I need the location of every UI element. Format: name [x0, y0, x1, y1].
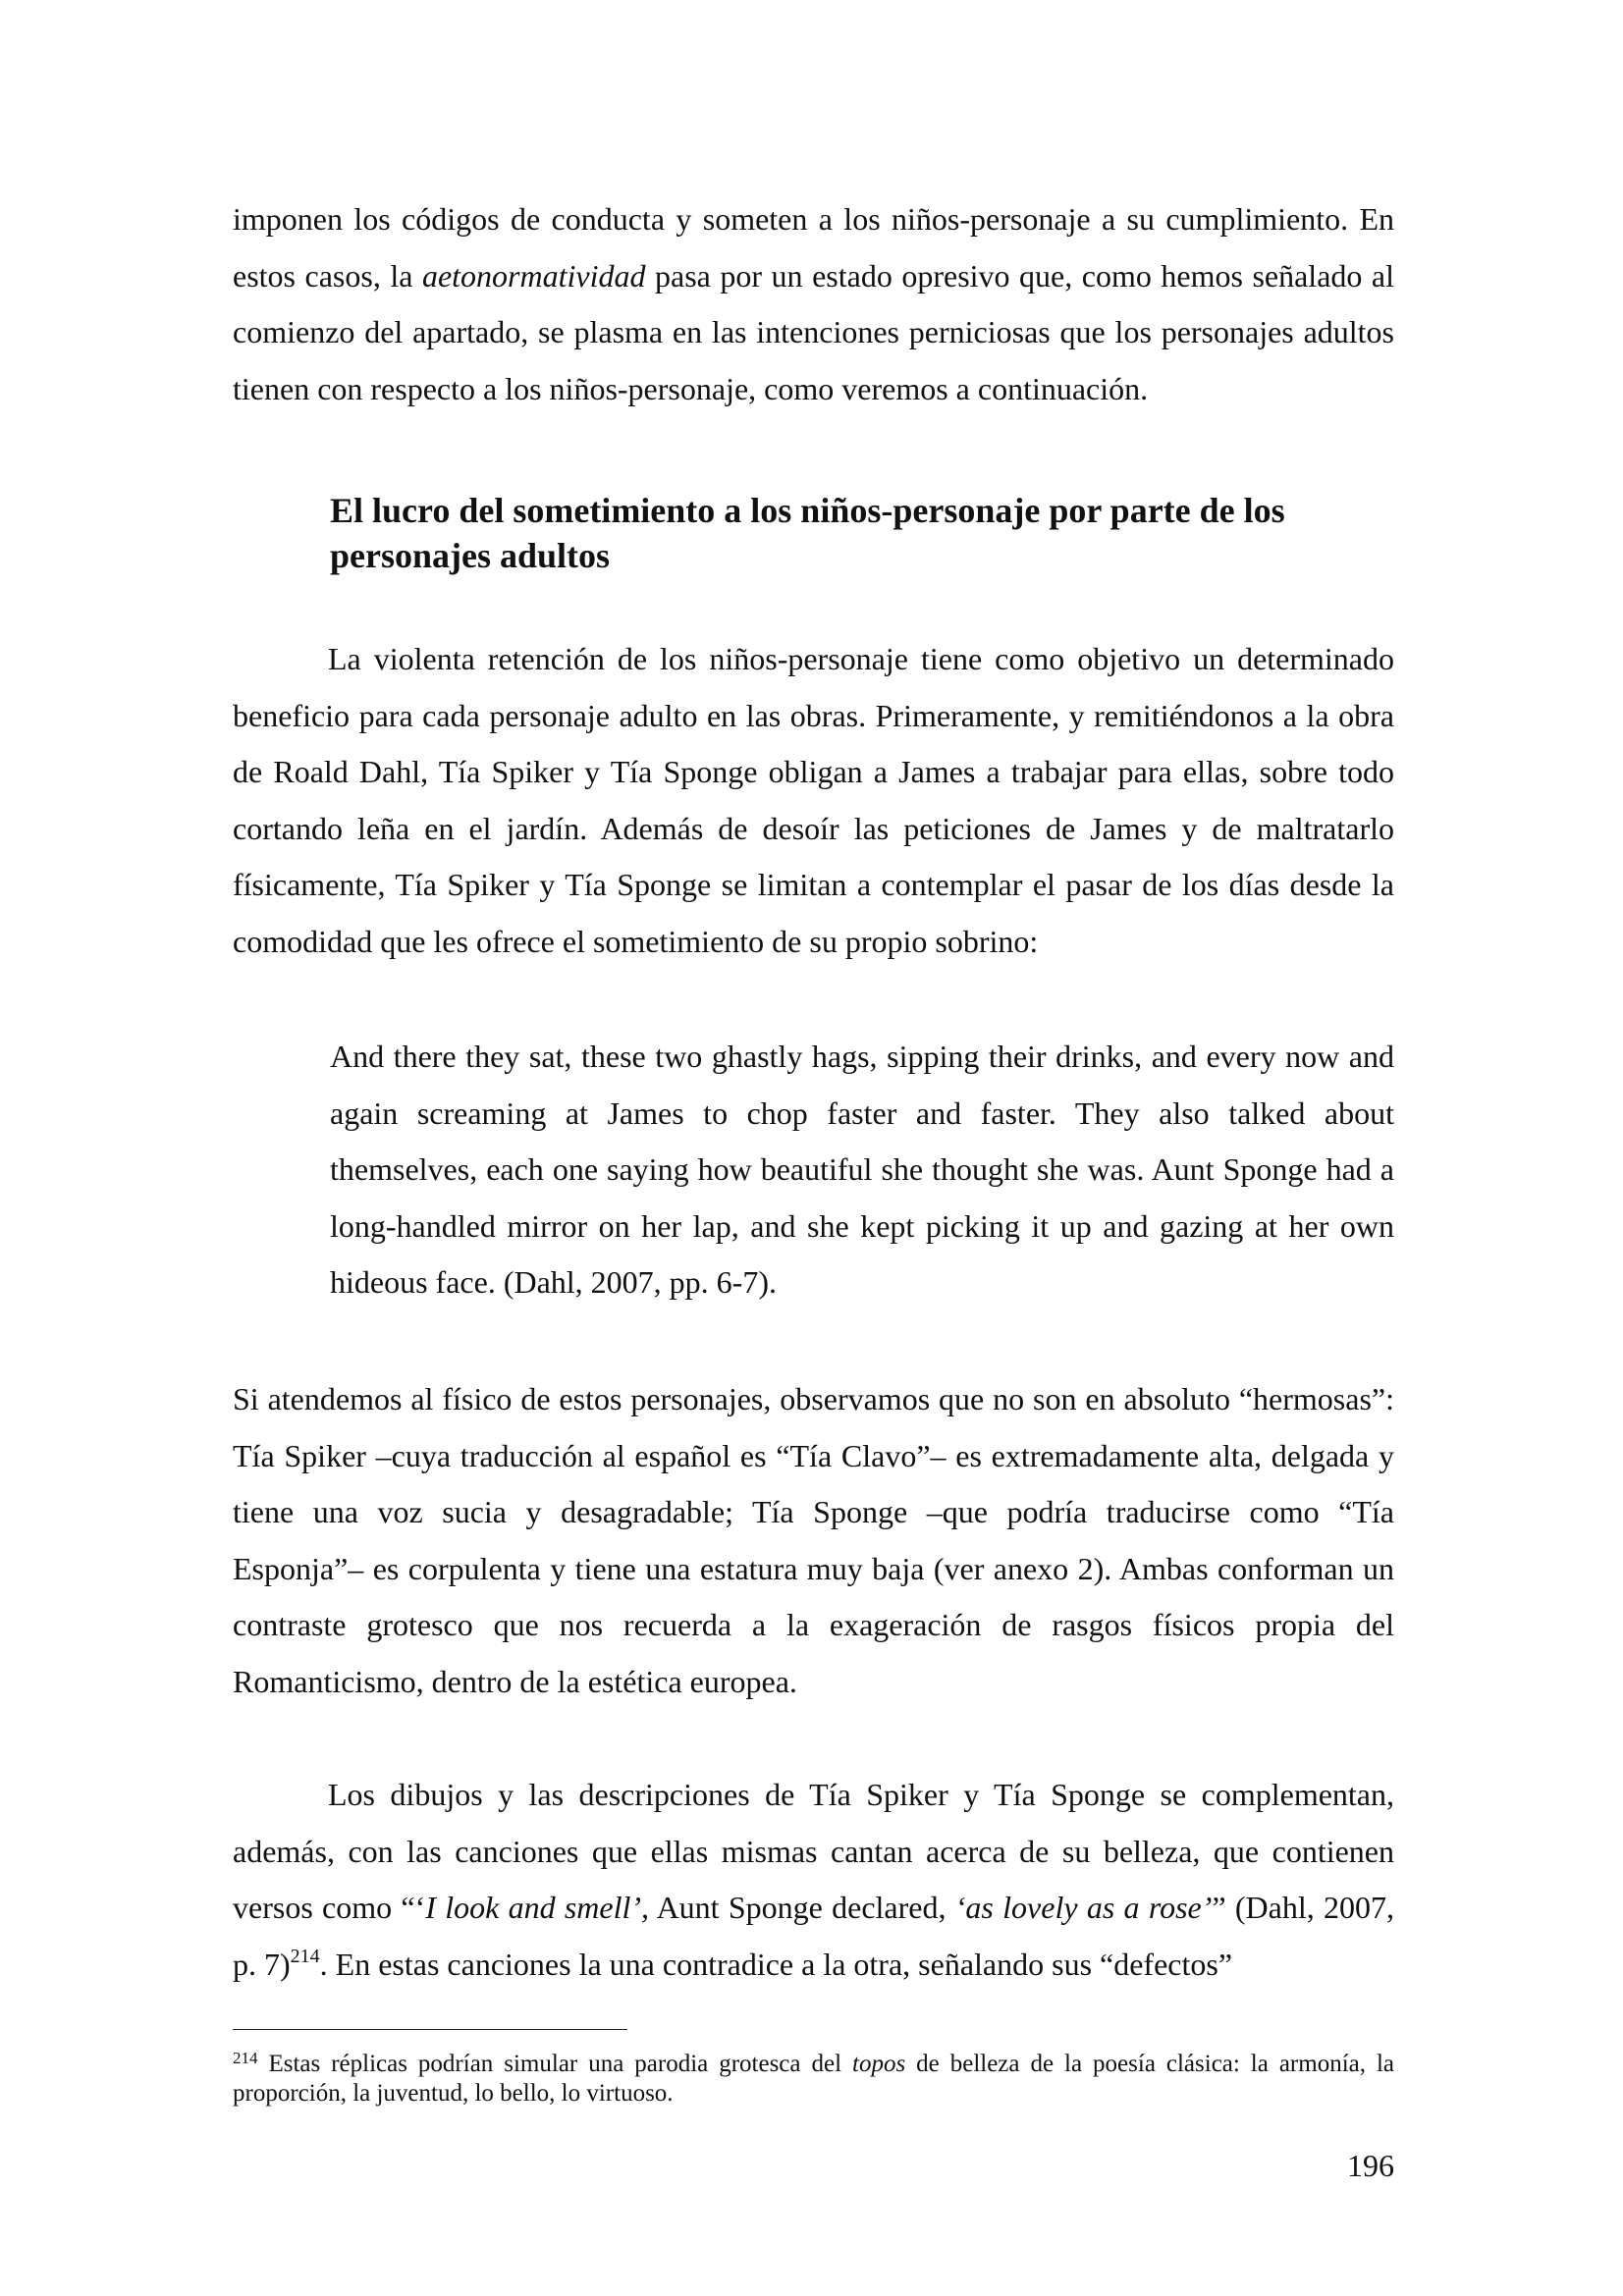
footnote-text-a: Estas réplicas podrían simular una parodia grotesca del — [257, 2051, 852, 2077]
footnote-term-topos: topos — [852, 2051, 906, 2077]
section-heading: El lucro del sometimiento a los niños-personaje por parte de los personajes adultos — [330, 491, 1285, 575]
footnote — [233, 2044, 1394, 2109]
paragraph-1-text-b: pasa por un estado opresivo que, como hemos señalado al comienzo del apartado, se plasma en las intenciones perniciosas que los personajes adultos tienen con respecto a los niños-personaje, como veremos a continuación. — [233, 257, 1394, 406]
footnote-divider — [233, 2029, 627, 2030]
paragraph-1 — [233, 191, 1394, 417]
footnote-number: 214 — [233, 2049, 258, 2067]
footnote-text-b: de belleza de la poesía clásica: la armonía, la proporción, la juventud, lo bello, lo virtuoso. — [233, 2051, 1394, 2107]
paragraph-4-text-d: . En estas canciones la una contradice a la otra, señalando sus “defectos” — [319, 1946, 1233, 1982]
paragraph-1-text-a: imponen los códigos de conducta y someten a los niños-personaje a su cumplimiento. En estos casos, la — [233, 201, 1394, 294]
quote-verse-1: I look and smell’, — [425, 1890, 650, 1925]
page-number: 196 — [1347, 2148, 1394, 2183]
block-quote: And there they sat, these two ghastly hags, sipping their drinks, and every now and again screaming at James to chop faster and faster. They also talked about themselves, each one saying how beautiful she thought she was. Aunt Sponge had a long-handled mirror on her lap, and she kept picking it up and gazing at her own hideous face. (Dahl, 2007, pp. 6-7). — [330, 1039, 1394, 1300]
paragraph-4-text-a: Los dibujos y las descripciones de Tía Spiker y Tía Sponge se complementan, además, con las canciones que ellas mismas cantan acerca de su belleza, que contienen versos como “‘ — [233, 1777, 1394, 1925]
paragraph-4-text-c: ” (Dahl, 2007, p. 7) — [233, 1890, 1395, 1982]
footnote-reference: 214 — [290, 1945, 320, 1967]
paragraph-4-text-b: Aunt Sponge declared, — [649, 1890, 955, 1925]
term-aetonormatividad: aetonormatividad — [421, 257, 646, 294]
paragraph-4 — [233, 1767, 1394, 1993]
quote-verse-2: ‘as lovely as a rose’ — [954, 1890, 1213, 1925]
paragraph-2: La violenta retención de los niños-personaje tiene como objetivo un determinado beneficio para cada personaje adulto en las obras. Primeramente, y remitiéndonos a la obra de Roald Dahl, Tía Spiker y Tía Sponge obligan a James a trabajar para ellas, sobre todo cortando leña en el jardín. Además de desoír las peticiones de James y de maltratarlo físicamente, Tía Spiker y Tía Sponge se limitan a contemplar el pasar de los días desde la comodidad que les ofrece el sometimiento de su propio sobrino: — [233, 641, 1394, 959]
paragraph-3: Si atendemos al físico de estos personajes, observamos que no son en absoluto “hermosas”: Tía Spiker –cuya traducción al español es “Tía Clavo”– es extremadamente alta, delgada y tiene una voz sucia y desagradable; Tía Sponge –que podría traducirse como “Tía Esponja”– es corpulenta y tiene una estatura muy baja (ver anexo 2). Ambas conforman un contraste grotesco que nos recuerda a la exageración de rasgos físicos propia del Romanticismo, dentro de la estética europea. — [233, 1381, 1394, 1699]
